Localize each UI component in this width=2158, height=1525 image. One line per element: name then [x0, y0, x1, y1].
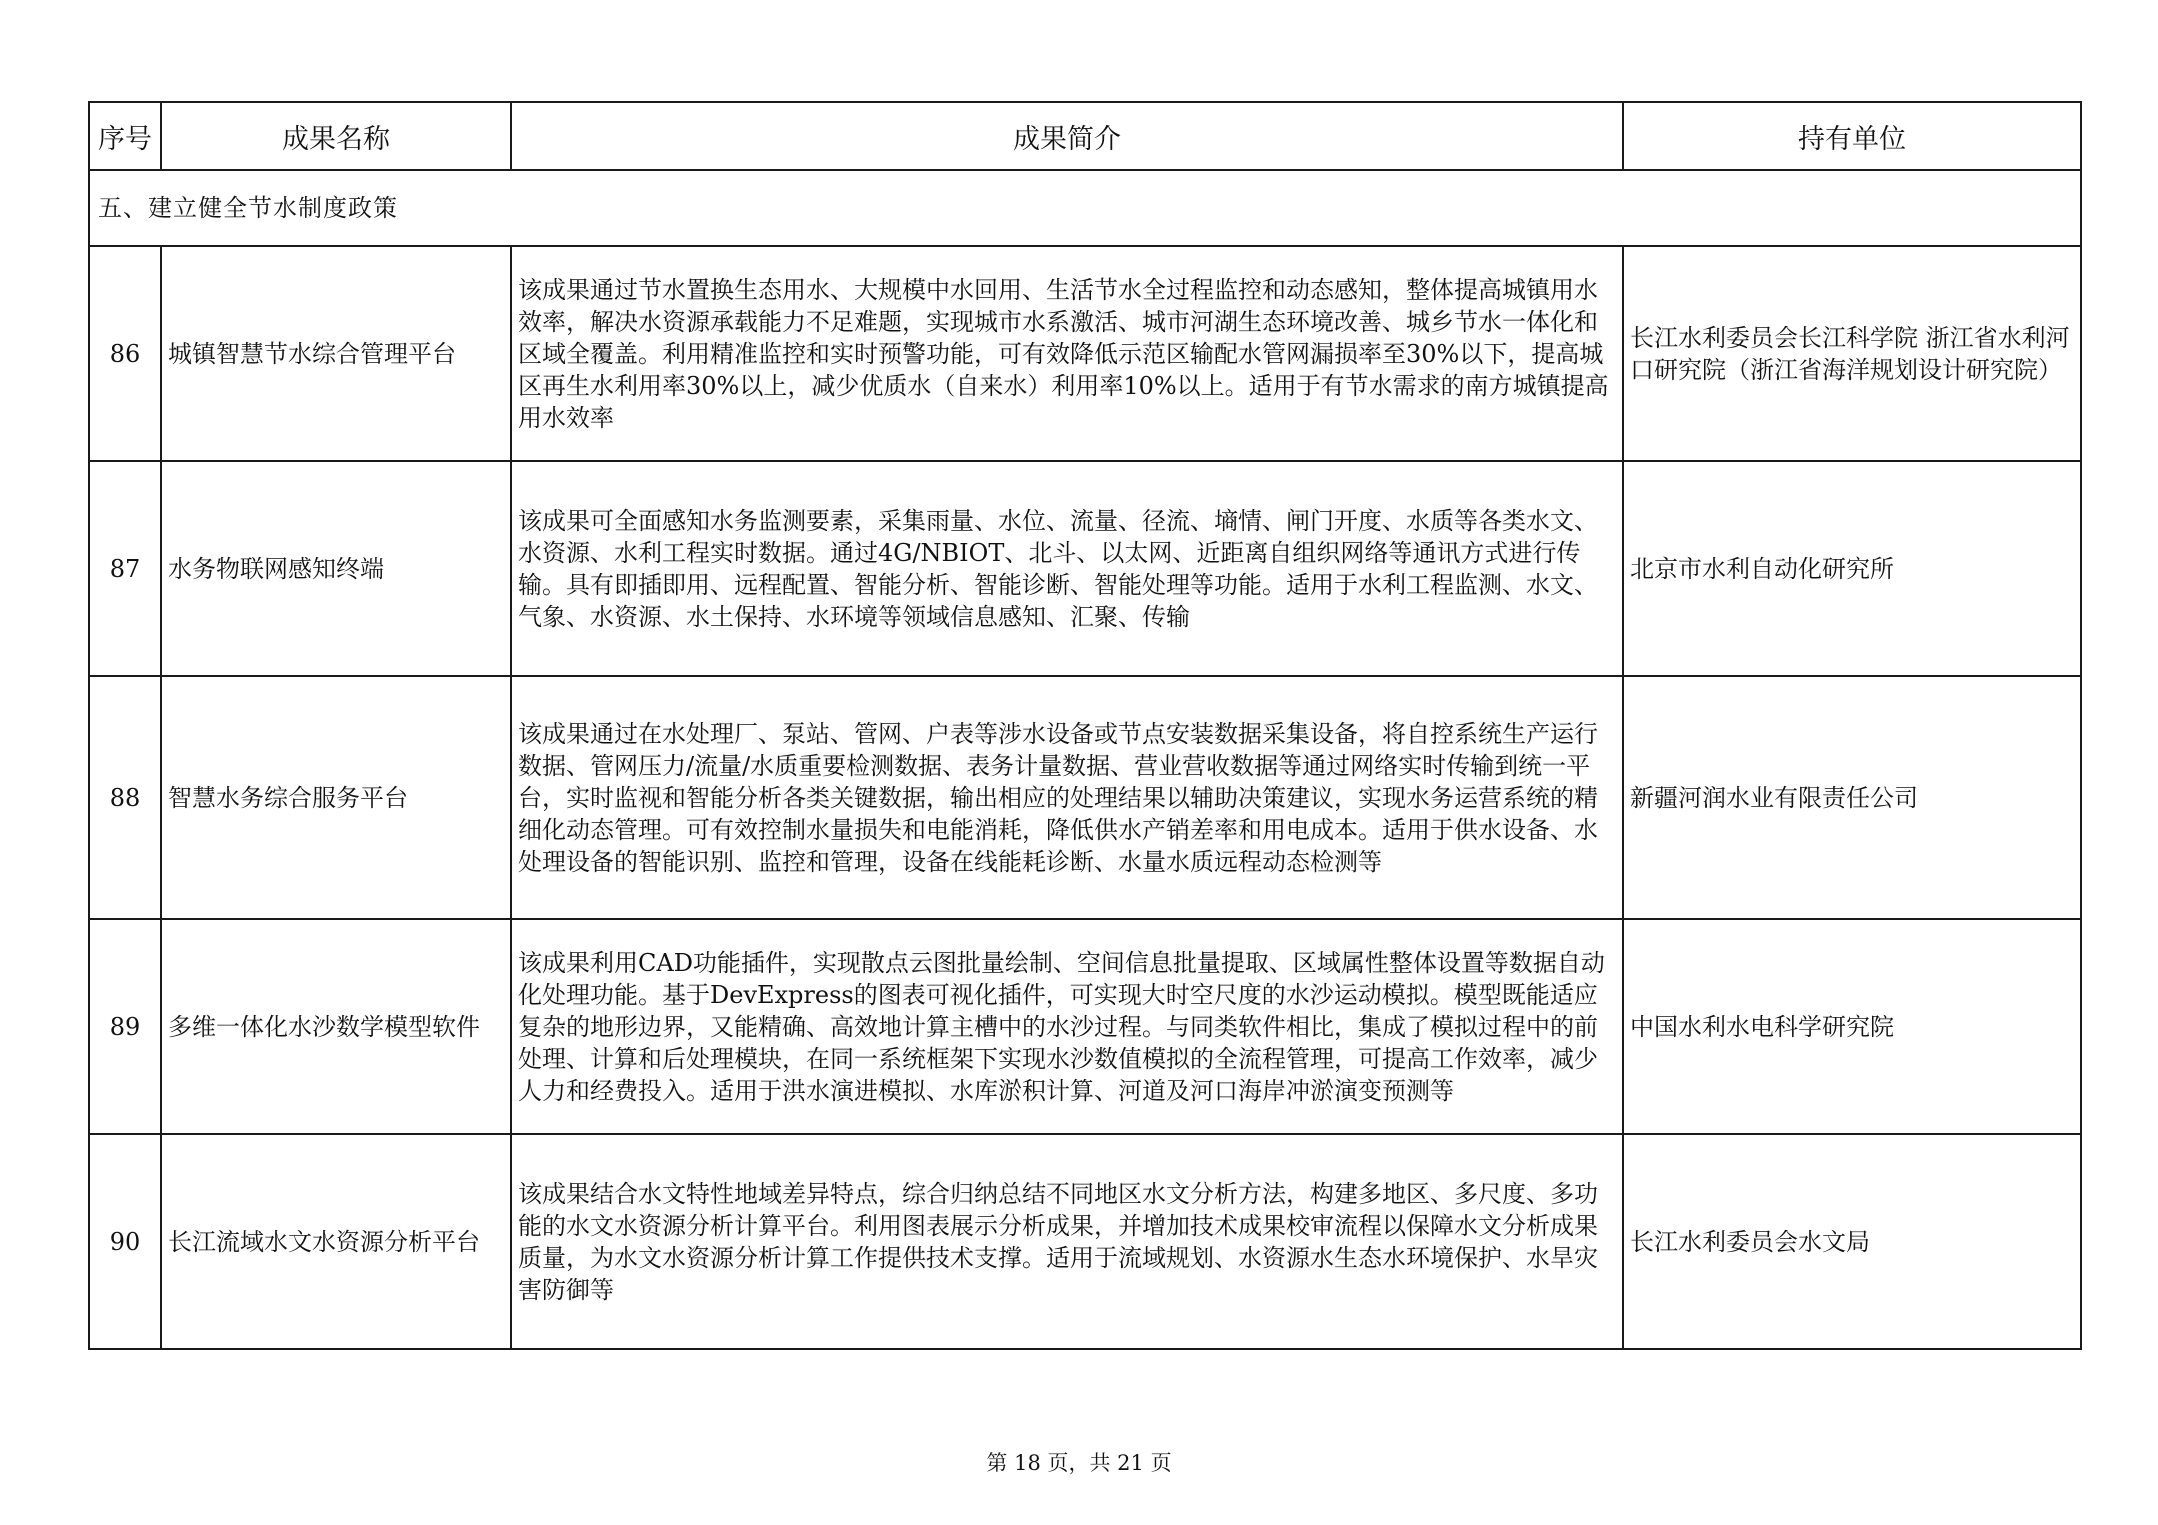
- row-org: 北京市水利自动化研究所: [1623, 461, 2081, 676]
- header-intro: 成果简介: [511, 102, 1623, 170]
- header-no: 序号: [89, 102, 161, 170]
- row-name: 智慧水务综合服务平台: [161, 676, 511, 919]
- header-org: 持有单位: [1623, 102, 2081, 170]
- row-intro: 该成果通过节水置换生态用水、大规模中水回用、生活节水全过程监控和动态感知，整体提高城镇用水效率，解决水资源承载能力不足难题，实现城市水系激活、城市河湖生态环境改善、城乡节水一体化和区域全覆盖。利用精准监控和实时预警功能，可有效降低示范区输配水管网漏损率至30%以下，提高城区再生水利用率30%以上，减少优质水（自来水）利用率10%以上。适用于有节水需求的南方城镇提高用水效率: [511, 246, 1623, 461]
- row-no: 89: [89, 919, 161, 1134]
- row-intro: 该成果结合水文特性地域差异特点，综合归纳总结不同地区水文分析方法，构建多地区、多尺度、多功能的水文水资源分析计算平台。利用图表展示分析成果，并增加技术成果校审流程以保障水文分析成果质量，为水文水资源分析计算工作提供技术支撑。适用于流域规划、水资源水生态水环境保护、水旱灾害防御等: [511, 1134, 1623, 1349]
- row-name: 多维一体化水沙数学模型软件: [161, 919, 511, 1134]
- row-org: 长江水利委员会长江科学院 浙江省水利河口研究院（浙江省海洋规划设计研究院）: [1623, 246, 2081, 461]
- section-row: [89, 170, 2081, 246]
- row-name: 长江流域水文水资源分析平台: [161, 1134, 511, 1349]
- table-row: [89, 676, 2081, 919]
- row-no: 87: [89, 461, 161, 676]
- achievement-table-container: [88, 101, 2080, 1350]
- row-name: 城镇智慧节水综合管理平台: [161, 246, 511, 461]
- row-name: 水务物联网感知终端: [161, 461, 511, 676]
- section-title: 五、建立健全节水制度政策: [89, 170, 2081, 246]
- table-row: [89, 461, 2081, 676]
- row-intro: 该成果可全面感知水务监测要素，采集雨量、水位、流量、径流、墒情、闸门开度、水质等各类水文、水资源、水利工程实时数据。通过4G/NBIOT、北斗、以太网、近距离自组织网络等通讯方式进行传输。具有即插即用、远程配置、智能分析、智能诊断、智能处理等功能。适用于水利工程监测、水文、气象、水资源、水土保持、水环境等领域信息感知、汇聚、传输: [511, 461, 1623, 676]
- row-org: 长江水利委员会水文局: [1623, 1134, 2081, 1349]
- achievement-table: [88, 101, 2082, 1350]
- table-header-row: [89, 102, 2081, 170]
- header-name: 成果名称: [161, 102, 511, 170]
- page-number-footer: 第 18 页，共 21 页: [986, 1451, 1172, 1475]
- row-org: 新疆河润水业有限责任公司: [1623, 676, 2081, 919]
- row-no: 88: [89, 676, 161, 919]
- row-intro: 该成果利用CAD功能插件，实现散点云图批量绘制、空间信息批量提取、区域属性整体设置等数据自动化处理功能。基于DevExpress的图表可视化插件，可实现大时空尺度的水沙运动模拟。模型既能适应复杂的地形边界，又能精确、高效地计算主槽中的水沙过程。与同类软件相比，集成了模拟过程中的前处理、计算和后处理模块，在同一系统框架下实现水沙数值模拟的全流程管理，可提高工作效率，减少人力和经费投入。适用于洪水演进模拟、水库淤积计算、河道及河口海岸冲淤演变预测等: [511, 919, 1623, 1134]
- table-row: [89, 919, 2081, 1134]
- row-intro: 该成果通过在水处理厂、泵站、管网、户表等涉水设备或节点安装数据采集设备，将自控系统生产运行数据、管网压力/流量/水质重要检测数据、表务计量数据、营业营收数据等通过网络实时传输到统一平台，实时监视和智能分析各类关键数据，输出相应的处理结果以辅助决策建议，实现水务运营系统的精细化动态管理。可有效控制水量损失和电能消耗，降低供水产销差率和用电成本。适用于供水设备、水处理设备的智能识别、监控和管理，设备在线能耗诊断、水量水质远程动态检测等: [511, 676, 1623, 919]
- row-no: 90: [89, 1134, 161, 1349]
- row-no: 86: [89, 246, 161, 461]
- table-row: [89, 246, 2081, 461]
- table-row: [89, 1134, 2081, 1349]
- row-org: 中国水利水电科学研究院: [1623, 919, 2081, 1134]
